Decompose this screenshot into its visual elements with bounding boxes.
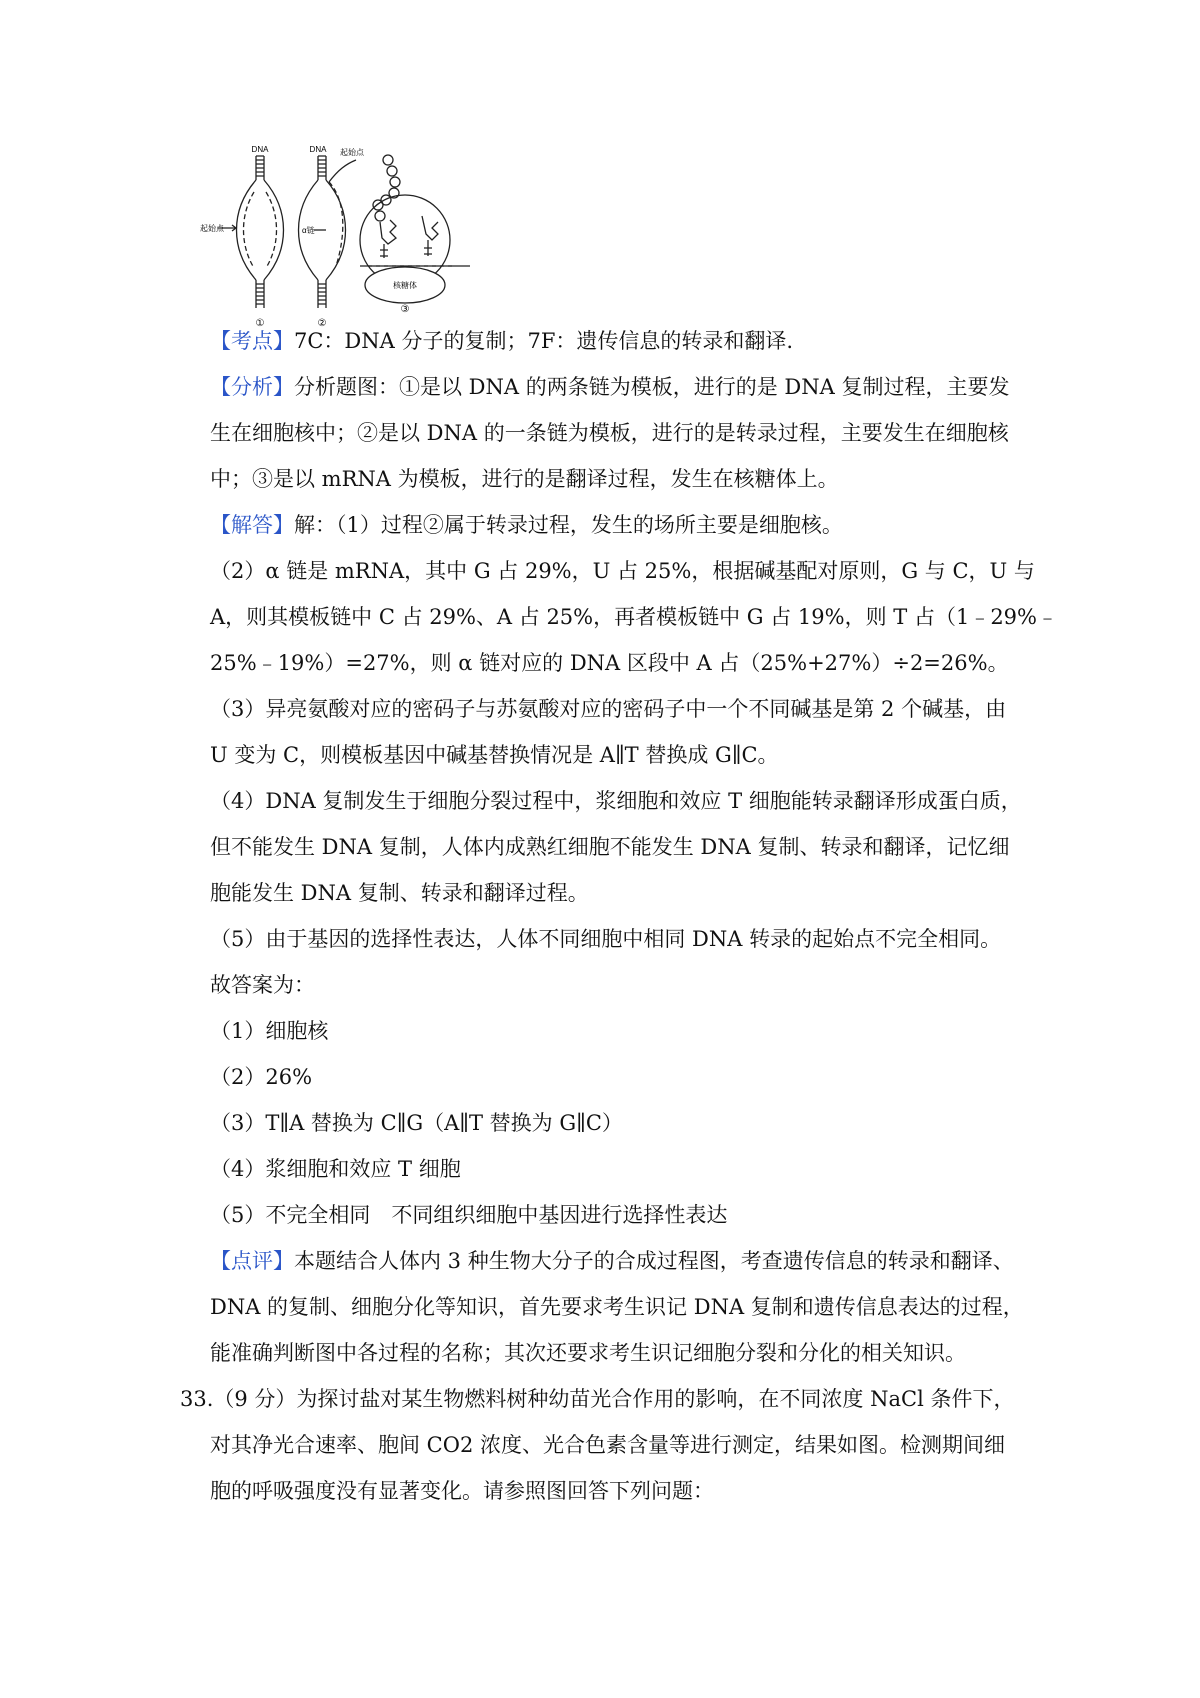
fenxi-line-3: 中；③是以 mRNA 为模板，进行的是翻译过程，发生在核糖体上。 <box>210 467 839 491</box>
dianping-line-3: 能准确判断图中各过程的名称；其次还要求考生识记细胞分裂和分化的相关知识。 <box>210 1341 966 1365</box>
jieda-p4-line-1: （4）DNA 复制发生于细胞分裂过程中，浆细胞和效应 T 细胞能转录翻译形成蛋白质， <box>210 789 1022 813</box>
jieda-line-1 <box>210 510 843 540</box>
panel-3-number: ③ <box>400 304 410 315</box>
jieda-p2-line-1: （2）α 链是 mRNA，其中 G 占 29%，U 占 25%，根据碱基配对原则，G 与 C，U 与 <box>210 559 1035 583</box>
answer-intro: 故答案为： <box>210 973 315 997</box>
fenxi-tag: 【分析】 <box>210 375 294 399</box>
jieda-text-1: 解：（1）过程②属于转录过程，发生的场所主要是细胞核。 <box>294 513 843 537</box>
question-33-line-1: 33.（9 分）为探讨盐对某生物燃料树种幼苗光合作用的影响，在不同浓度 NaCl 条件下， <box>180 1387 1015 1411</box>
jieda-tag: 【解答】 <box>210 513 294 537</box>
alpha-chain-label: α链 <box>302 226 315 235</box>
answer-item: （4）浆细胞和效应 T 细胞 <box>210 1157 461 1181</box>
origin-label-left: 起始点 <box>200 224 224 233</box>
answer-item: （2）26% <box>210 1065 313 1089</box>
panel-1-replication-diagram <box>218 156 284 308</box>
dianping-line-2: DNA 的复制、细胞分化等知识，首先要求考生识记 DNA 复制和遗传信息表达的过程， <box>210 1295 1024 1319</box>
jieda-p2-line-3: 25%﹣19%）=27%，则 α 链对应的 DNA 区段中 A 占（25%+27%）÷2=26%。 <box>210 651 1009 675</box>
fenxi-line-2: 生在细胞核中；②是以 DNA 的一条链为模板，进行的是转录过程，主要发生在细胞核 <box>210 421 1009 445</box>
jieda-p4-line-2: 但不能发生 DNA 复制，人体内成熟红细胞不能发生 DNA 复制、转录和翻译，记忆细 <box>210 835 1010 859</box>
jieda-p5-line-1: （5）由于基因的选择性表达，人体不同细胞中相同 DNA 转录的起始点不完全相同。 <box>210 927 1002 951</box>
kaodian-text: 7C：DNA 分子的复制；7F：遗传信息的转录和翻译. <box>294 329 794 353</box>
jieda-p2-line-2: A，则其模板链中 C 占 29%、A 占 25%，再者模板链中 G 占 19%，则 T 占（1﹣29%﹣ <box>210 605 1058 629</box>
fenxi-text-1: 分析题图：①是以 DNA 的两条链为模板，进行的是 DNA 复制过程，主要发 <box>294 375 1010 399</box>
dna-process-figure <box>200 140 470 340</box>
jieda-p3-line-2: U 变为 C，则模板基因中碱基替换情况是 A∥T 替换成 G∥C。 <box>210 743 779 767</box>
answer-item: （1）细胞核 <box>210 1019 329 1043</box>
question-33-line-3: 胞的呼吸强度没有显著变化。请参照图回答下列问题： <box>210 1479 714 1503</box>
panel-1-number: ① <box>255 318 265 329</box>
ribosome-label: 核糖体 <box>393 281 417 290</box>
fenxi-line-1 <box>210 372 1009 402</box>
dna-label-1: DNA <box>251 145 269 154</box>
jieda-p4-line-3: 胞能发生 DNA 复制、转录和翻译过程。 <box>210 881 589 905</box>
question-33-line-2: 对其净光合速率、胞间 CO2 浓度、光合色素含量等进行测定，结果如图。检测期间细 <box>210 1433 1005 1457</box>
kaodian-tag: 【考点】 <box>210 329 294 353</box>
dianping-text-1: 本题结合人体内 3 种生物大分子的合成过程图，考查遗传信息的转录和翻译、 <box>294 1249 1014 1273</box>
answer-item: （3）T∥A 替换为 C∥G（A∥T 替换为 G∥C） <box>210 1111 623 1135</box>
panel-2-number: ② <box>317 318 327 329</box>
dna-label-2: DNA <box>309 145 327 154</box>
origin-label-top: 起始点 <box>340 148 364 157</box>
answer-item: （5）不完全相同 不同组织细胞中基因进行选择性表达 <box>210 1203 728 1227</box>
dianping-tag: 【点评】 <box>210 1249 294 1273</box>
kaodian-line <box>210 326 793 356</box>
jieda-p3-line-1: （3）异亮氨酸对应的密码子与苏氨酸对应的密码子中一个不同碱基是第 2 个碱基，由 <box>210 697 1007 721</box>
dianping-line-1 <box>210 1246 1014 1276</box>
